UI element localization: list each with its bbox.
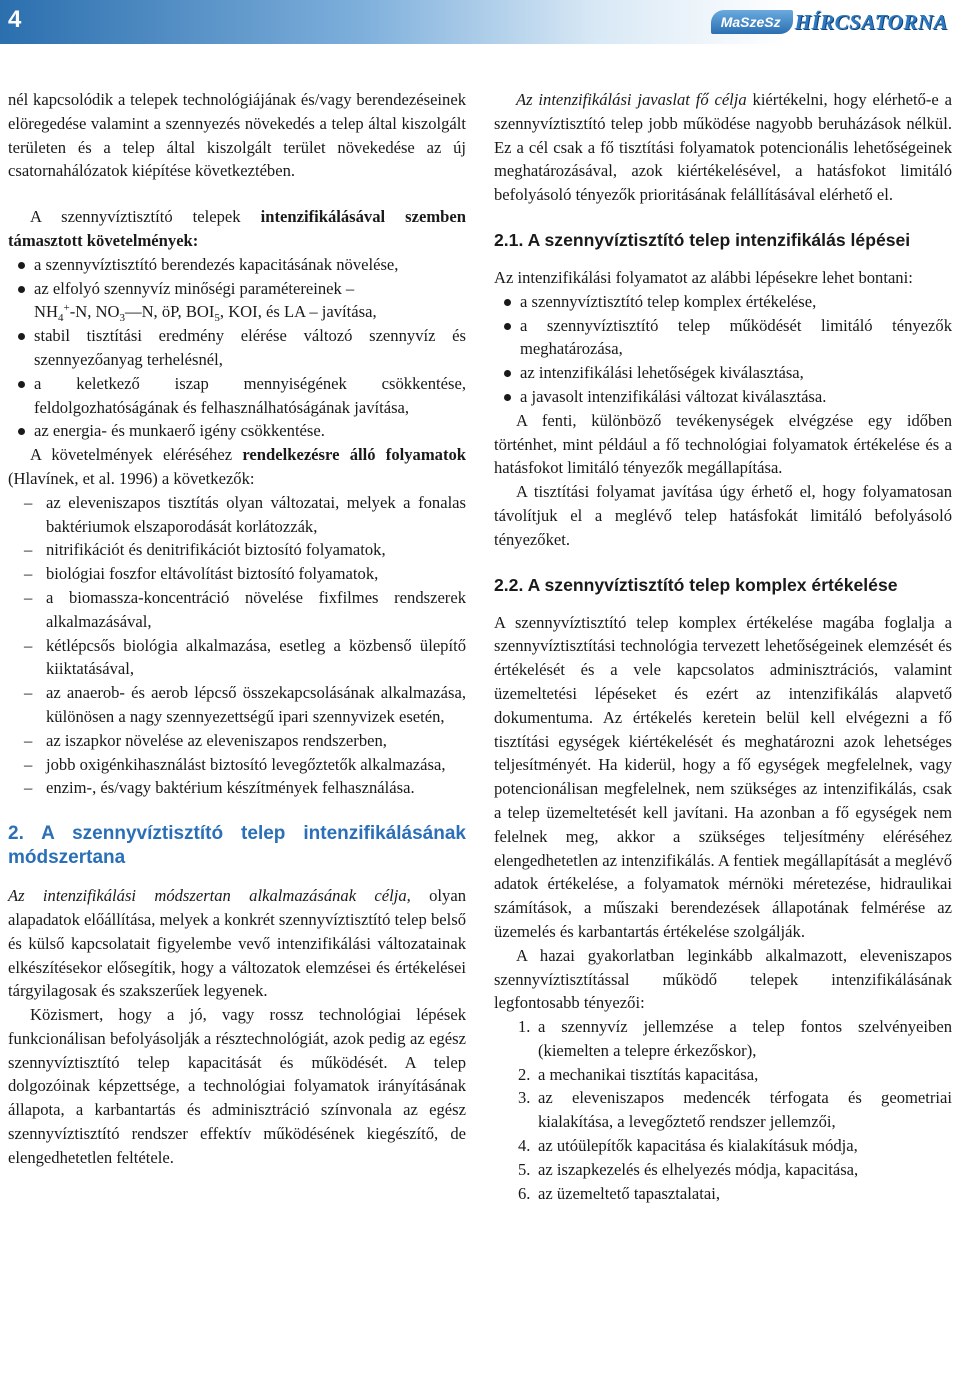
- list-item: – biológiai foszfor eltávolítást biztosító folyamatok,: [8, 562, 466, 586]
- right-column: [494, 88, 952, 1205]
- paragraph: A hazai gyakorlatban leginkább alkalmazott, eleveniszapos szennyvíztisztítással működő telepek intenzifikálásának legfontosabb tényezői:: [494, 945, 952, 1013]
- paragraph: A szennyvíztisztító telep komplex értékelése magába foglalja a szennyvíztisztítási technológia tervezett lehetőségeinek elemzését és értékelését és a vele kapcsolatos adminisztrációs, valamint üzemeltetési lépéseket és ezért az intenzifikálás alapvető dokumentuma. Az értékelés keretein belül kell elvégezni a fő tisztítási egységek kiértékelését és meghatározni azok lehetséges teljesítményét. Ha kiderül, hogy a fő egységek megfelelnek, vagy potencionálisan megfelelnek, nem szükséges az intenzifikálás, csak a telep üzemeltetését kell javítani. Ha azonban a fő egységek nem felelnek meg, akkor a szükséges teljesítmény eléréséhez elengedhetetlen az intenzifikálás. A fentiek megállapítását a meglévő adatok értékelése, a folyamatok mérnöki méretezése, hidraulikai számítások, a műszaki berendezések állapotának felmérése az üzemelés és karbantartás értékelése szolgálják.: [494, 612, 952, 941]
- text: az elfolyó szennyvíz minőségi paramétereinek –: [34, 278, 355, 298]
- list-item: az energia- és munkaerő igény csökkentése.: [8, 419, 466, 443]
- list-item: [8, 277, 466, 325]
- text: (Hlavínek, et al. 1996) a következők:: [8, 468, 255, 488]
- paragraph: A tisztítási folyamat javítása úgy érhető el, hogy folyamatosan távolítjuk el a meglévő telep hatásfokát limitáló befolyásoló tényezőket.: [494, 482, 952, 549]
- text: kiértékelni, hogy elérhető-e a szennyvíztisztító telep jobb működése nagyobb beruházások nélkül. Ez a cél csak a fő tisztítási folyamatok potencionális lehetőségeinek meghatározásával, azok kiértékelésével, a hatásfokot limitáló befolyásoló tényezők prioritásának felállításával elérhető el.: [494, 90, 952, 205]
- factors-list: [494, 1015, 952, 1205]
- publication-logo: [711, 7, 948, 37]
- list-item: [494, 1182, 952, 1206]
- chem-formula: -N, NO: [69, 302, 120, 322]
- header-bar: [0, 0, 960, 44]
- item-number: 4.: [518, 1136, 531, 1156]
- list-item: – az anaerob- és aerob lépcső összekapcsolásának alkalmazása, különösen a nagy szennyezettségű ipari szennyvizek esetén,: [8, 681, 466, 729]
- item-text: a szennyvíz jellemzése a telep fontos szelvényeiben (kiemelten a telepre érkezőskor),: [538, 1017, 952, 1060]
- item-text: az eleveniszapos medencék térfogata és geometriai kialakítása, a levegőztető rendszer jellemzői,: [538, 1088, 952, 1132]
- text: A követelmények eléréséhez: [30, 445, 243, 465]
- list-item: [494, 1015, 952, 1063]
- list-item: – kétlépcsős biológia alkalmazása, esetleg a közbenső ülepítő kiiktatásával,: [8, 634, 466, 682]
- paragraph: [8, 884, 466, 1003]
- item-number: 2.: [518, 1064, 531, 1084]
- emphasis: intenzifikálásával szemben támasztott követelmények:: [8, 207, 466, 250]
- steps-list: [494, 290, 952, 409]
- text: olyan alapadatok előállítása, melyek a konkrét szennyvíztisztító telep belső és külső kapcsolatait figyelembe vevő intenzifikálási változatainak elkészítésekor elősegítik, hogy a változatok elemzései és értékelései tárgyilagosak és szakszerűek legyenek.: [8, 886, 467, 1001]
- superscript: +: [63, 302, 70, 315]
- subscript: 4: [57, 312, 64, 325]
- item-text: az iszapkezelés és elhelyezés módja, kapacitása,: [538, 1159, 859, 1179]
- page-number: 4: [8, 6, 22, 33]
- item-text: az utóülepítők kapacitása és kialakításuk módja,: [538, 1136, 858, 1156]
- list-item: [494, 1063, 952, 1087]
- list-item: a szennyvíztisztító telep működését limitáló tényezők meghatározása,: [494, 314, 952, 362]
- paragraph: Közismert, hogy a jó, vagy rossz technológiai lépések funkcionálisan befolyásolják a résztechnológiát, azok pedig az egész szennyvíztisztító telep kapacitását és működését. A telep dolgozóinak képzettsége, a technológiai folyamatok irányításának állapota, a karbantartás és adminisztráció színvonala az egész szennyvíztisztító rendszer effektív működésének kiegészítő, de elengedhetetlen feltétele.: [8, 1005, 466, 1167]
- emphasis: Az intenzifikálási módszertan alkalmazásának célja,: [8, 886, 411, 906]
- requirements-list: [8, 253, 466, 443]
- list-item: a javasolt intenzifikálási változat kiválasztása.: [494, 385, 952, 409]
- logo-badge: MaSzeSz: [711, 10, 793, 34]
- subscript: 5: [214, 312, 220, 325]
- requirements-intro: [8, 205, 466, 253]
- emphasis: Az intenzifikálási javaslat fő célja: [516, 90, 747, 109]
- list-item: – nitrifikációt és denitrifikációt biztosító folyamatok,: [8, 538, 466, 562]
- list-item: a keletkező iszap mennyiségének csökkentése, feldolgozhatóságának és felhasználhatóságának javítása,: [8, 372, 466, 420]
- list-item: stabil tisztítási eredmény elérése változó szennyvíz és szennyezőanyag terhelésnél,: [8, 324, 466, 372]
- list-item: – enzim-, és/vagy baktérium készítmények felhasználása.: [8, 776, 466, 800]
- item-text: a mechanikai tisztítás kapacitása,: [538, 1064, 759, 1084]
- emphasis: rendelkezésre álló folyamatok: [242, 445, 466, 465]
- chem-formula: —N, öP, BOI: [124, 302, 215, 322]
- left-column: [8, 88, 466, 1170]
- item-number: 6.: [518, 1183, 531, 1203]
- list-item: [494, 1158, 952, 1182]
- item-text: az üzemeltető tapasztalatai,: [538, 1183, 720, 1203]
- list-item: – az eleveniszapos tisztítás olyan változatai, melyek a fonalas baktériumok elszaporodását korlátozzák,: [8, 491, 466, 539]
- processes-intro: [8, 443, 466, 491]
- list-item: [494, 1086, 952, 1134]
- item-number: 5.: [518, 1159, 531, 1179]
- chem-formula: NH: [34, 302, 58, 322]
- item-number: 3.: [518, 1088, 531, 1108]
- paragraph: [494, 88, 952, 207]
- processes-list: [8, 491, 466, 800]
- list-item: [494, 1134, 952, 1158]
- text: , KOI, és LA – javítása,: [219, 302, 377, 322]
- subsection-heading: 2.2. A szennyvíztisztító telep komplex értékelése: [494, 574, 898, 595]
- paragraph: A fenti, különböző tevékenységek elvégzése egy időben történhet, mint például a fő technológiai folyamatok értékelése és a hatásfokot limitáló tényezők megállapítása.: [494, 410, 952, 478]
- list-item: – a biomassza-koncentráció növelése fixfilmes rendszerek alkalmazásával,: [8, 586, 466, 634]
- list-item: – az iszapkor növelése az eleveniszapos rendszerben,: [8, 729, 466, 753]
- item-number: 1.: [518, 1017, 531, 1037]
- section-heading: 2. A szennyvíztisztító telep intenzifikálásának módszertana: [8, 823, 466, 869]
- paragraph: nél kapcsolódik a telepek technológiájának és/vagy berendezéseinek elöregedése valamint a szennyezés növekedés a telep által kiszolgált területen és a telep által kiszolgált terület növekedése az új csatornahálózatok kiépítése következtében.: [8, 90, 466, 181]
- text: A szennyvíztisztító telepek: [30, 207, 261, 227]
- list-item: a szennyvíztisztító berendezés kapacitásának növelése,: [8, 253, 466, 277]
- list-item: az intenzifikálási lehetőségek kiválasztása,: [494, 361, 952, 385]
- subscript: 3: [119, 312, 125, 325]
- subsection-heading: 2.1. A szennyvíztisztító telep intenzifikálás lépései: [494, 229, 911, 250]
- logo-title: HÍRCSATORNA: [794, 9, 948, 34]
- paragraph: Az intenzifikálási folyamatot az alábbi lépésekre lehet bontani:: [494, 267, 913, 287]
- list-item: – jobb oxigénkihasználást biztosító levegőztetők alkalmazása,: [8, 753, 466, 777]
- list-item: a szennyvíztisztító telep komplex értékelése,: [494, 290, 952, 314]
